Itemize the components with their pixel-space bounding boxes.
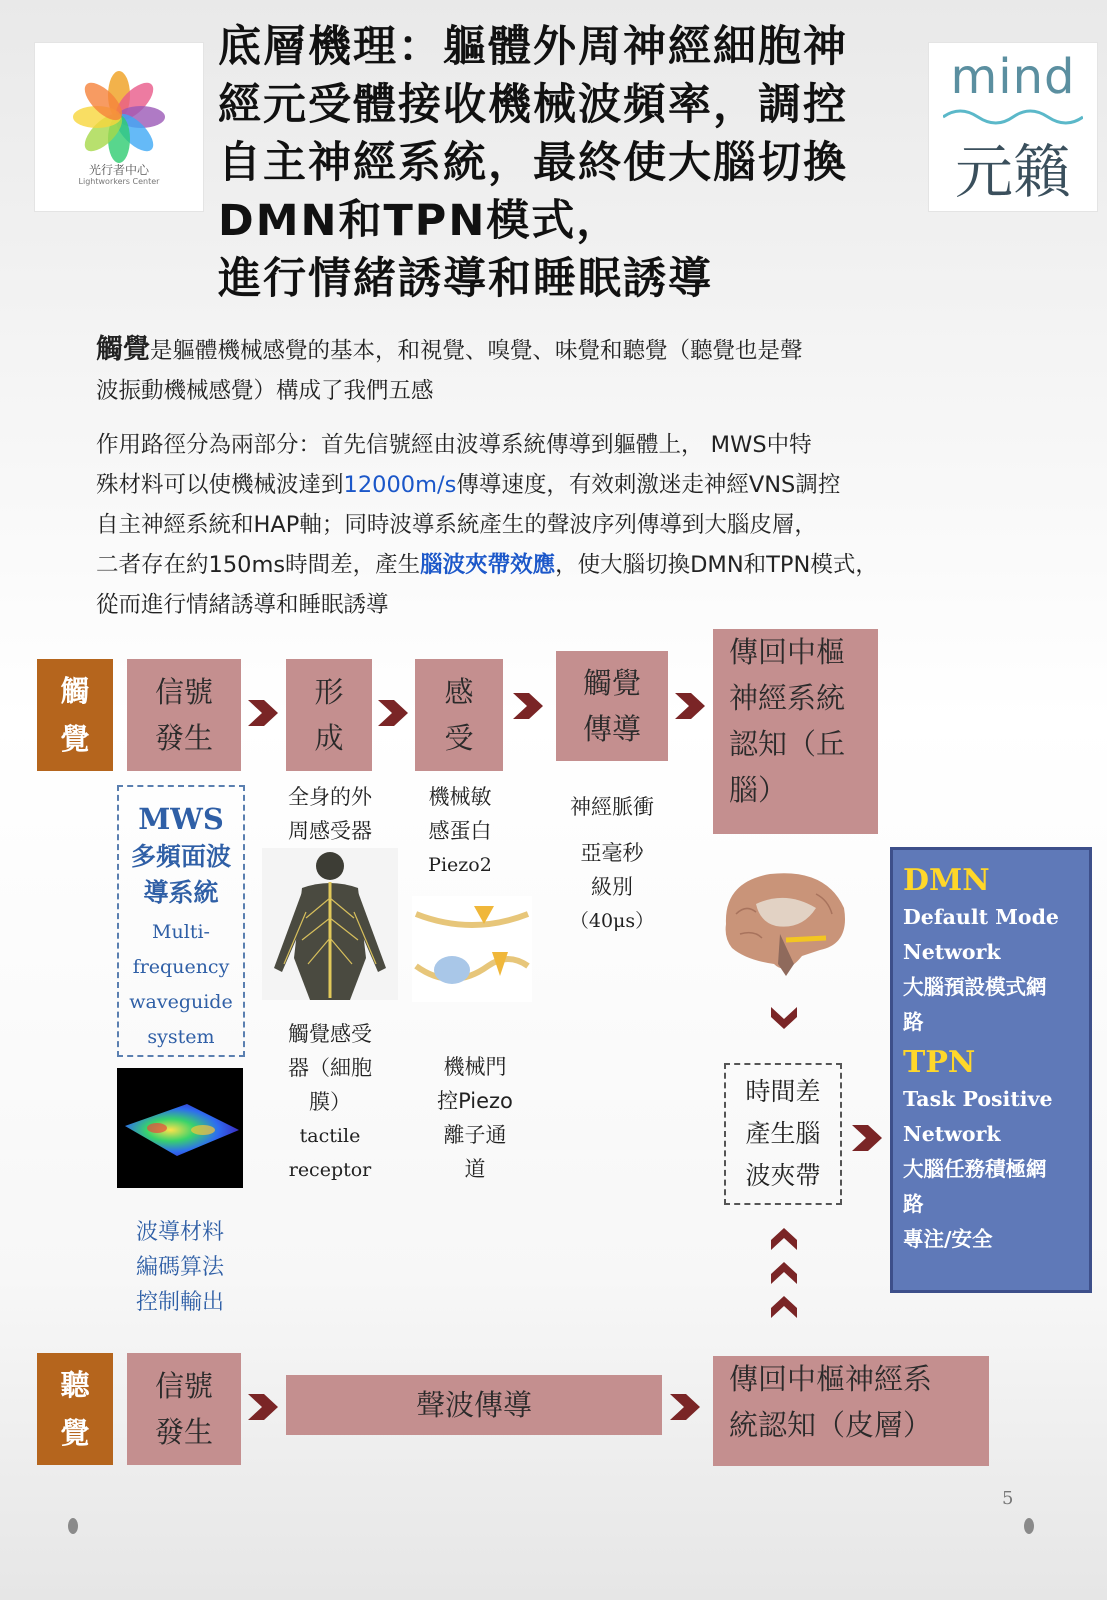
corner-dot xyxy=(68,1518,78,1534)
brand-name-cn: 元籟 xyxy=(954,138,1071,206)
cortex-cognition-box: 傳回中樞神經系 統認知（皮層） xyxy=(713,1356,989,1466)
hearing-label: 聽 覺 xyxy=(37,1353,113,1465)
corner-dot xyxy=(1024,1518,1034,1534)
title-line: 底層機理：軀體外周神經細胞神 xyxy=(218,22,848,72)
touch-conduction-box: 觸覺 傳導 xyxy=(556,651,668,761)
mws-title: MWS xyxy=(138,802,224,836)
brand-name: mind xyxy=(950,49,1076,105)
chevron-down-icon xyxy=(769,1005,799,1031)
title-line: 自主神經系統，最終使大腦切換 xyxy=(218,138,848,188)
intro-text: 波振動機械感覺）構成了我們五感 xyxy=(96,378,434,404)
material-note: 波導材料 編碼算法 控制輸出 xyxy=(135,1220,224,1315)
page-title xyxy=(218,18,918,308)
nerve-impulse-note: 神經脈衝 xyxy=(570,795,654,819)
chevron-right-icon xyxy=(668,1390,702,1424)
chevron-up-icon xyxy=(769,1226,799,1252)
effect-term: 腦波夾帶效應 xyxy=(420,552,556,578)
org-name-en: Lightworkers Center xyxy=(78,177,160,186)
title-line: DMN和TPN模式， xyxy=(218,196,622,246)
nervous-system-figure xyxy=(262,848,398,1000)
chevron-up-icon xyxy=(769,1294,799,1320)
piezo-channel-figure xyxy=(412,896,532,1002)
pathway-text: 殊材料可以使機械波達到 xyxy=(96,472,344,498)
chevron-right-icon xyxy=(376,696,410,730)
dmn-title: DMN xyxy=(903,863,990,898)
lightworkers-logo xyxy=(34,42,204,212)
mind-logo xyxy=(928,42,1098,212)
chevron-right-icon xyxy=(511,689,545,723)
brain-image xyxy=(716,864,852,984)
intro-text: 是軀體機械感覺的基本，和視覺、嗅覺、味覺和聽覺（聽覺也是聲 xyxy=(150,338,803,364)
receptor-top-note: 全身的外 周感受器 xyxy=(288,785,372,843)
tpn-title: TPN xyxy=(903,1045,976,1080)
hearing-signal-box: 信號 發生 xyxy=(127,1353,241,1465)
formation-box: 形 成 xyxy=(286,659,372,771)
chevron-up-icon xyxy=(769,1260,799,1286)
pathway-line: 從而進行情緒誘導和睡眠誘導 xyxy=(96,592,389,618)
title-line: 進行情緒誘導和睡眠誘導 xyxy=(218,254,713,304)
pathway-line: 自主神經系統和HAP軸；同時波導系統產生的聲波序列傳導到大腦皮層， xyxy=(96,512,817,538)
chevron-right-icon xyxy=(850,1121,884,1155)
perception-box: 感 受 xyxy=(415,659,503,771)
page-number: 5 xyxy=(1002,1488,1014,1509)
protein-bottom-note: 機械門 控Piezo 離子通 道 xyxy=(437,1055,513,1181)
mws-panel: MWS 多頻面波 導系統 Multi- frequency waveguide system xyxy=(117,785,245,1057)
signal-generation-box: 信號 發生 xyxy=(127,659,241,771)
time-difference-box: 時間差 產生腦 波夾帶 xyxy=(724,1063,842,1205)
sound-conduction-box: 聲波傳導 xyxy=(286,1375,662,1435)
intro-lead: 觸覺 xyxy=(96,334,150,365)
pathway-text: 傳導速度，有效刺激迷走神經VNS調控 xyxy=(456,472,841,498)
intro-paragraph xyxy=(96,330,1096,411)
nerve-speed-note: 亞毫秒 級別 （40μs） xyxy=(569,841,655,932)
speed-value: 12000m/s xyxy=(343,472,457,498)
waveguide-surface-image xyxy=(117,1068,243,1188)
pathway-line: 作用路徑分為兩部分：首先信號經由波導系統傳導到軀體上， MWS中特 xyxy=(96,432,812,458)
chevron-right-icon xyxy=(246,1390,280,1424)
org-name: 光行者中心 xyxy=(88,163,149,177)
central-cognition-box: 傳回中樞 神經系統 認知（丘 腦） xyxy=(713,629,878,834)
chevron-right-icon xyxy=(673,689,707,723)
dmn-tpn-panel: DMN Default Mode Network 大腦預設模式網 路 TPN Task Positive Network 大腦任務積極網 路 專注/安全 xyxy=(890,847,1092,1293)
pathway-text: 二者存在約150ms時間差，產生 xyxy=(96,552,421,578)
chevron-right-icon xyxy=(246,696,280,730)
receptor-bottom-note: 觸覺感受 器（細胞 膜） tactile receptor xyxy=(288,1022,372,1181)
pathway-text: ，使大腦切換DMN和TPN模式， xyxy=(555,552,878,578)
pathway-paragraph xyxy=(96,425,1096,625)
protein-top-note: 機械敏 感蛋白 Piezo2 xyxy=(428,785,492,876)
touch-label: 觸 覺 xyxy=(37,659,113,771)
title-line: 經元受體接收機械波頻率，調控 xyxy=(218,80,848,130)
